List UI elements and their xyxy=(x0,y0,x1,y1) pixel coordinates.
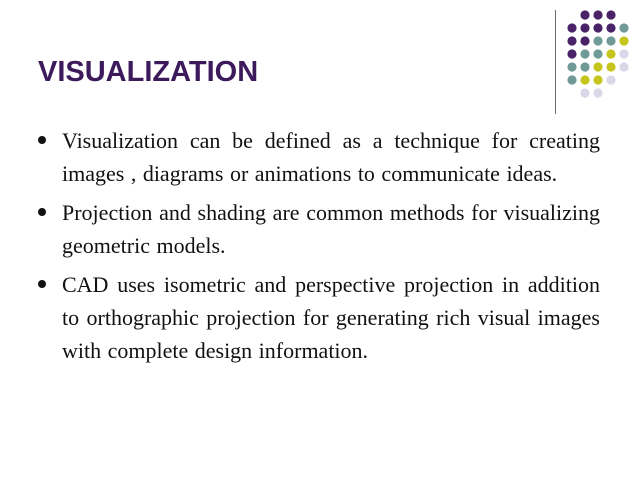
decorative-dot xyxy=(593,88,602,97)
bullet-item xyxy=(38,124,600,190)
decorative-dot xyxy=(580,75,589,84)
decorative-dot xyxy=(580,36,589,45)
decorative-dot xyxy=(567,62,576,71)
decorative-dot xyxy=(606,62,615,71)
decorative-dot xyxy=(580,88,589,97)
decorative-dot xyxy=(580,62,589,71)
decorative-dot xyxy=(567,23,576,32)
bullet-text: CAD uses isometric and perspective projection in addition to orthographic projection for generating rich visual images with complete design information. xyxy=(62,272,600,363)
decorative-dot xyxy=(606,49,615,58)
decorative-dot xyxy=(606,10,615,19)
decorative-dot xyxy=(593,75,602,84)
decorative-dot xyxy=(593,23,602,32)
bullet-text: Visualization can be defined as a technique for creating images , diagrams or animations to communicate ideas. xyxy=(62,128,600,186)
decorative-dot xyxy=(619,23,628,32)
decorative-dot xyxy=(580,10,589,19)
header-divider-line xyxy=(555,10,556,114)
decorative-dot xyxy=(619,36,628,45)
decorative-dot xyxy=(606,36,615,45)
slide-title: VISUALIZATION xyxy=(38,56,259,88)
decorative-dot xyxy=(606,23,615,32)
decorative-dot xyxy=(567,75,576,84)
decorative-dot xyxy=(567,49,576,58)
bullet-marker-icon xyxy=(38,208,46,216)
decorative-dot xyxy=(567,36,576,45)
decorative-dot xyxy=(593,36,602,45)
bullet-marker-icon xyxy=(38,136,46,144)
bullet-marker-icon xyxy=(38,280,46,288)
bullet-item xyxy=(38,268,600,367)
bullet-text: Projection and shading are common methods for visualizing geometric models. xyxy=(62,200,600,258)
decorative-dot xyxy=(619,49,628,58)
decorative-dot xyxy=(593,49,602,58)
bullet-item xyxy=(38,196,600,262)
decorative-dot xyxy=(580,49,589,58)
bullet-list xyxy=(38,124,600,373)
decorative-dot xyxy=(580,23,589,32)
decorative-dot xyxy=(606,75,615,84)
decorative-dot xyxy=(593,10,602,19)
decorative-dot xyxy=(593,62,602,71)
decorative-dot xyxy=(619,62,628,71)
